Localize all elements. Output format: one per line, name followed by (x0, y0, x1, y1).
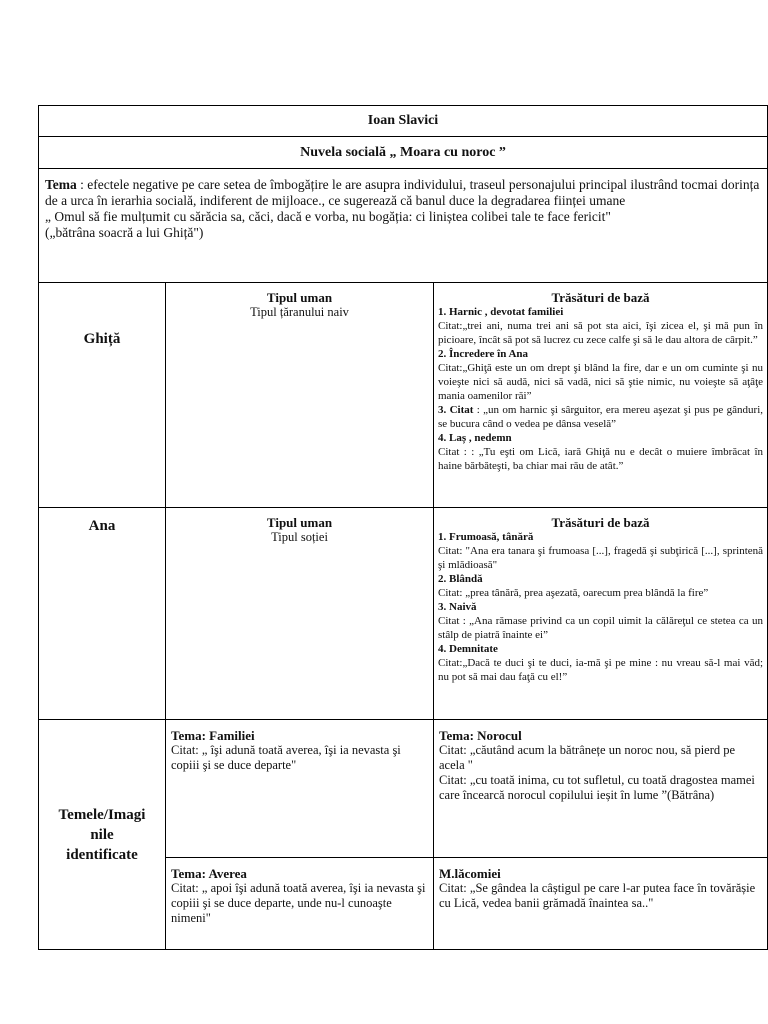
novel-title: Nuvela socială „ Moara cu noroc ” (39, 137, 768, 169)
ghita-traits-header: Trăsături de bază (551, 290, 650, 305)
teme-label-line: identificate (66, 846, 138, 863)
ghita-trait-citat: Citat:„Ghiţă este un om drept şi blând la fire, dar e un om cuminte şi nu voieşte nici să audă, nici să vadă, nici să ştie nimic, nu voieşte să aţâţe mania oamenilor răi” (438, 362, 764, 402)
tema-label: Tema (45, 177, 77, 192)
tema-text: : efectele negative pe care setea de îmbogățire le are asupra individului, traseul personajului principal ilustrând tocmai dorința de a urca în ierarhia socială, indiferent de mijloace., ce sugerează că banul duce la degradarea ființei umane (45, 177, 760, 208)
ana-type-cell (166, 508, 434, 720)
ghita-type-cell (166, 283, 434, 508)
tema-averea-cell (166, 858, 434, 950)
ghita-trait-citat: : „un om harnic şi sârguitor, era mereu aşezat şi pus pe gânduri, se bucura când o vedea pe dânsa veselă” (438, 404, 764, 430)
teme-label (39, 720, 166, 950)
tema-lacomiei-text: Citat: „Se gândea la câștigul pe care l-ar putea face în tovărășie cu Lică, vedea banii grămadă înaintea sa.." (439, 881, 756, 910)
tema-familiei-text: Citat: „ îşi adună toată averea, îşi ia nevasta şi copiii şi se duce departe" (171, 743, 401, 772)
tema-familiei-title: Tema: Familiei (171, 728, 255, 743)
author-title: Ioan Slavici (39, 106, 768, 137)
tema-cell (39, 169, 768, 283)
ana-trait-citat: Citat : „Ana rămase privind ca un copil uimit la călăreţul ce stetea ca un stâlp de piatră înainte ei” (438, 615, 764, 641)
tema-attribution: („bătrâna soacră a lui Ghiță") (45, 225, 204, 240)
ana-label: Ana (39, 508, 166, 720)
ghita-type-value: Tipul țăranului naiv (250, 305, 349, 319)
tema-averea-title: Tema: Averea (171, 866, 247, 881)
ana-trait-title: 1. Frumoasă, tânără (438, 531, 534, 543)
ghita-type-header: Tipul uman (266, 290, 333, 305)
ana-trait-title: 2. Blândă (438, 573, 483, 585)
ana-trait-citat: Citat:„Dacă te duci şi te duci, ia-mă şi pe mine : nu vreau să-l mai văd; nu pot să mai dau faţă cu el!” (438, 657, 764, 683)
ghita-trait-citat: Citat : : „Tu eşti om Lică, iară Ghiţă nu e decât o muiere îmbrăcat în haine bărbăteşti, ba chiar mai rău de atât.” (438, 446, 764, 472)
ana-traits-cell (434, 508, 768, 720)
ghita-traits-cell (434, 283, 768, 508)
character-table (38, 105, 768, 950)
ghita-trait-title: 3. Citat (438, 404, 474, 416)
tema-lacomiei-title: M.lăcomiei (439, 866, 501, 881)
ana-type-value: Tipul soției (271, 530, 328, 544)
tema-quote: „ Omul să fie mulțumit cu sărăcia sa, căci, dacă e vorba, nu bogăția: ci liniștea colibei tale te face fericit" (45, 209, 611, 224)
teme-label-line: nile (90, 826, 114, 843)
ghita-trait-title: 2. Încredere în Ana (438, 348, 529, 360)
ana-trait-title: 3. Naivă (438, 601, 477, 613)
ghita-label: Ghiță (39, 283, 166, 508)
ana-type-header: Tipul uman (266, 515, 333, 530)
tema-norocul-title: Tema: Norocul (439, 728, 522, 743)
ana-trait-citat: Citat: "Ana era tanara şi frumoasa [...], fragedă şi subţirică [...], sprintenă şi mlădioasă" (438, 545, 764, 571)
ana-trait-title: 4. Demnitate (438, 643, 498, 655)
ghita-trait-title: 4. Laș , nedemn (438, 432, 512, 444)
ghita-trait-title: 1. Harnic , devotat familiei (438, 306, 564, 318)
tema-norocul-text: Citat: „căutând acum la bătrânețe un noroc nou, să pierd pe acela " Citat: „cu toată inima, cu tot sufletul, cu toată dragostea mamei care încearcă norocul copilului ieșit în lume ”(Bătrâna) (439, 743, 755, 802)
tema-norocul-cell (434, 720, 768, 858)
ana-trait-citat: Citat: „prea tânără, prea aşezată, oarecum prea blândă la fire” (438, 587, 709, 599)
ana-traits-header: Trăsături de bază (551, 515, 650, 530)
tema-averea-text: Citat: „ apoi îşi adună toată averea, îşi ia nevasta şi copiii şi se duce departe, unde nu-l cunoaşte nimeni" (171, 881, 426, 925)
teme-label-line: Temele/Imagi (58, 806, 146, 823)
tema-lacomiei-cell (434, 858, 768, 950)
ghita-trait-citat: Citat:„trei ani, numa trei ani să pot sta aici, îşi zicea el, şi mă pun în picioare, încât să pot să lucrez cu zece calfe şi să le dau altora de cârpit.” (438, 320, 764, 346)
tema-familiei-cell (166, 720, 434, 858)
